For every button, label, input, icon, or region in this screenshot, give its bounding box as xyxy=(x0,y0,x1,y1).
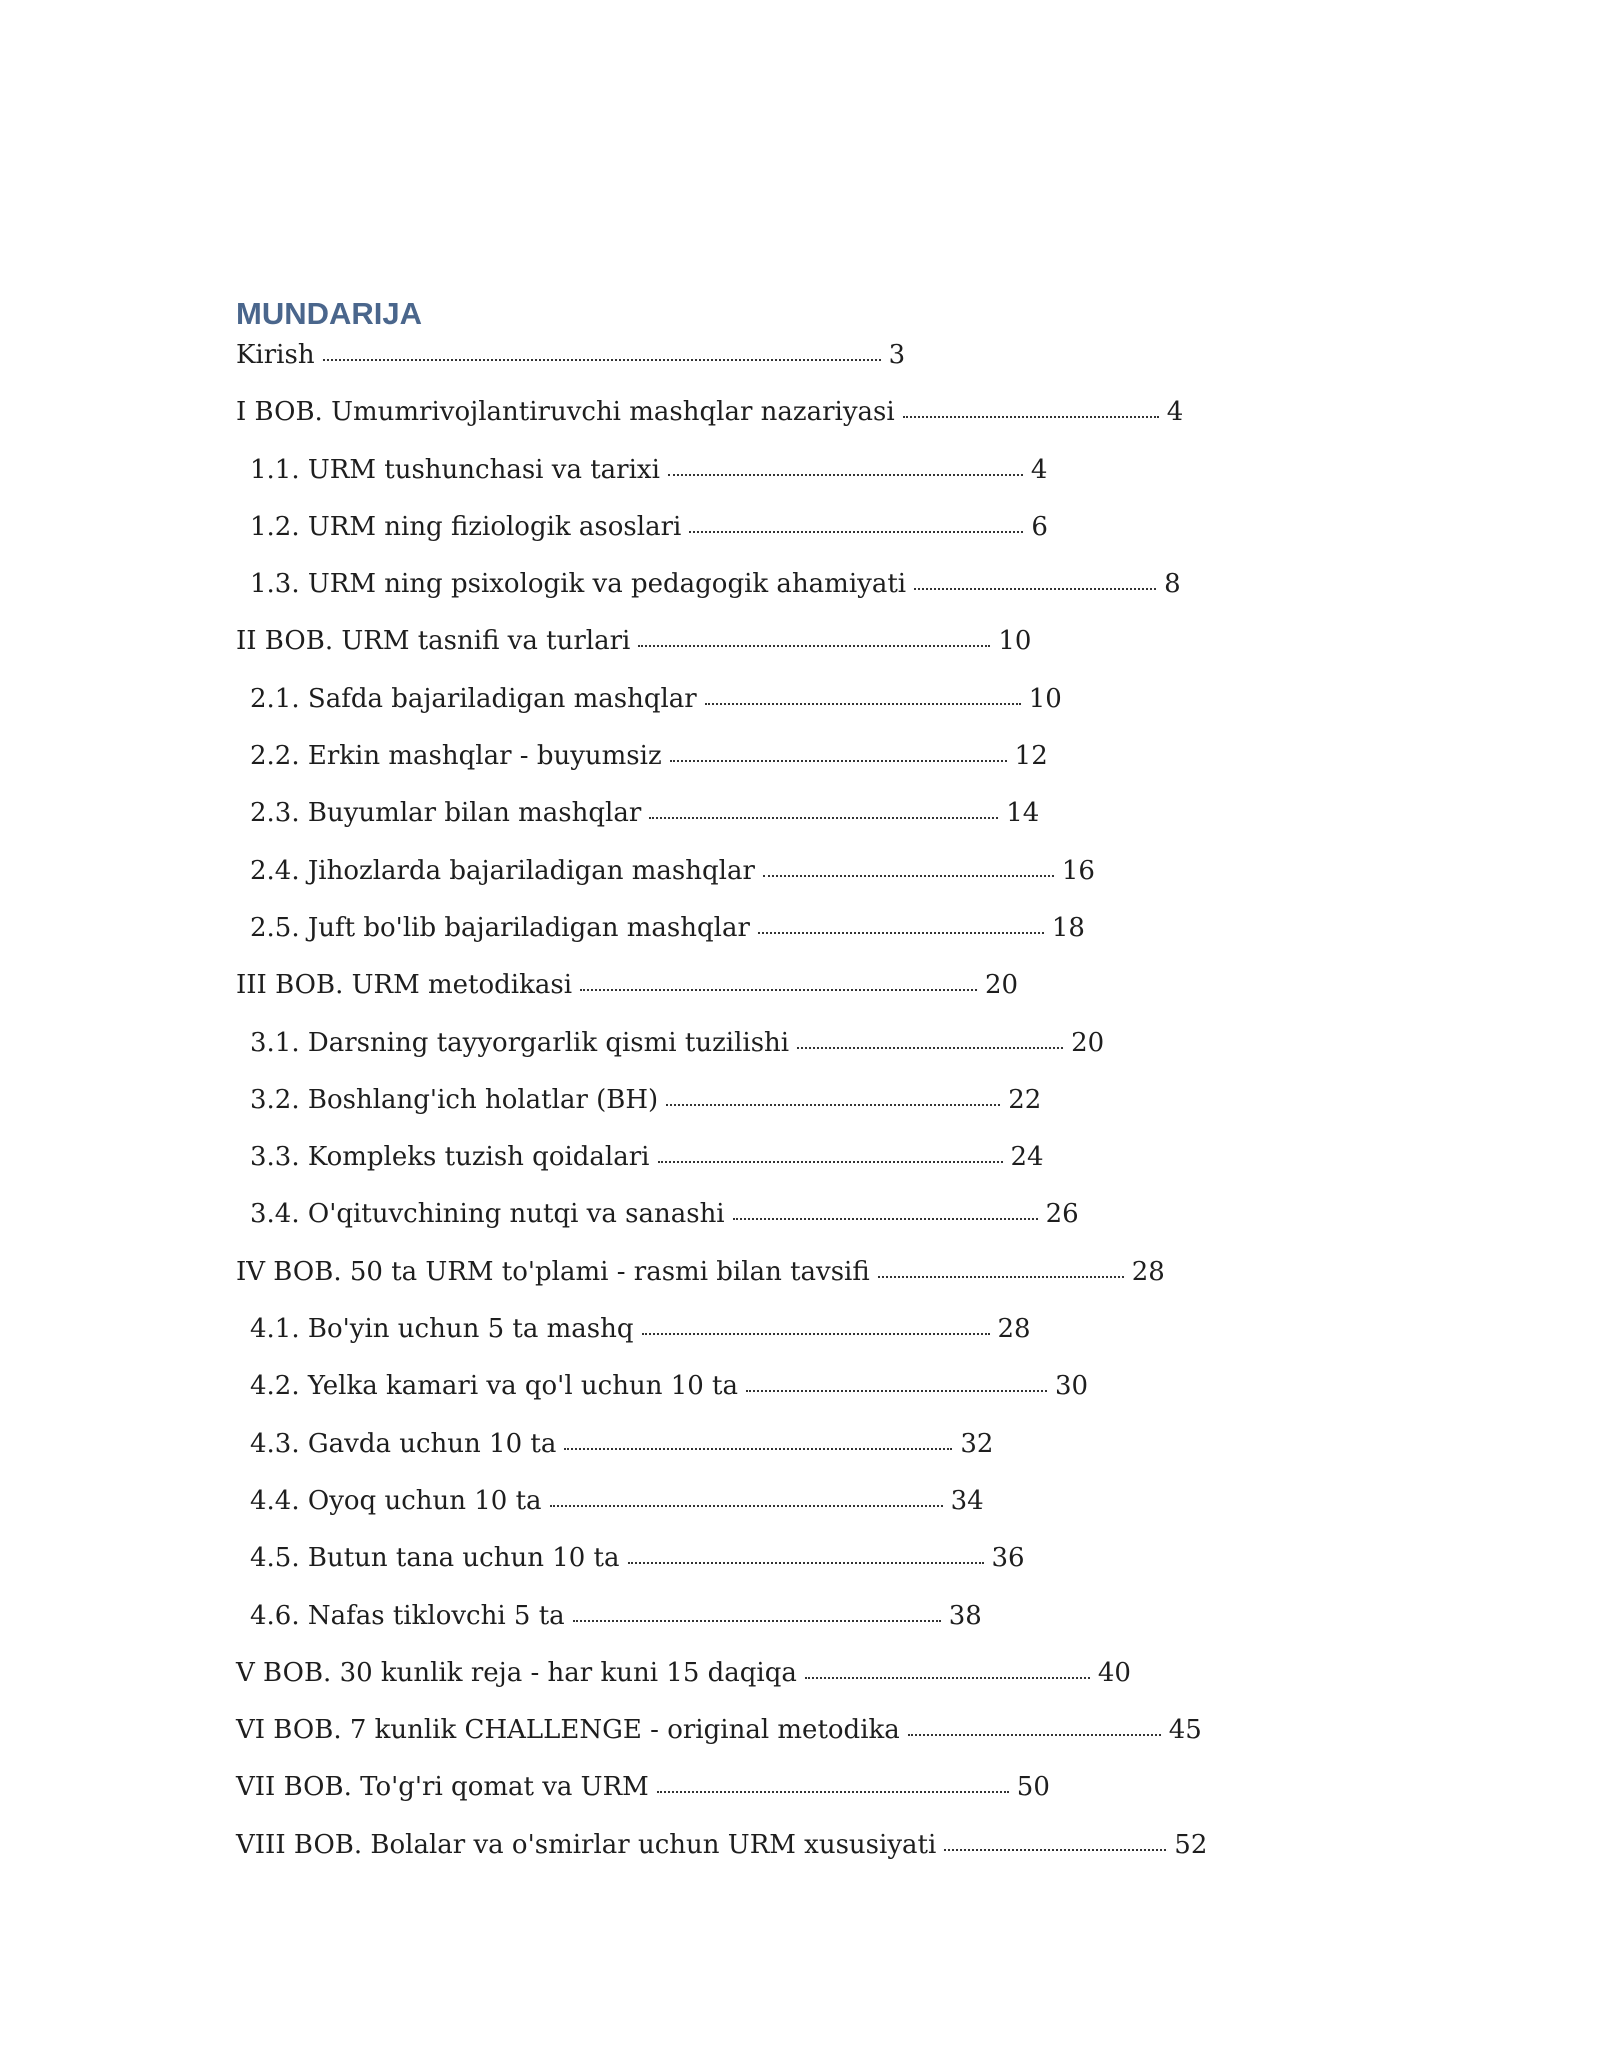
dot-leader xyxy=(666,1103,1000,1106)
toc-entry[interactable] xyxy=(236,798,1207,855)
toc-entry[interactable] xyxy=(236,1772,1207,1829)
toc-entry-page-number: 10 xyxy=(1028,683,1062,714)
toc-entry-page-number: 22 xyxy=(1008,1084,1042,1115)
toc-entry-page-number: 16 xyxy=(1061,855,1095,886)
toc-entry-title: 4.1. Bo'yin uchun 5 ta mashq xyxy=(250,1314,634,1345)
toc-entry-page-number: 3 xyxy=(888,340,906,370)
toc-entry[interactable] xyxy=(236,397,1207,454)
toc-entry[interactable] xyxy=(236,340,1207,397)
dot-leader xyxy=(670,759,1007,762)
dot-leader xyxy=(638,644,990,647)
toc-entry-title: 4.3. Gavda uchun 10 ta xyxy=(250,1428,557,1459)
dot-leader xyxy=(908,1733,1161,1736)
dot-leader xyxy=(550,1504,943,1507)
toc-entry-title: 4.2. Yelka kamari va qo'l uchun 10 ta xyxy=(250,1371,739,1402)
dot-leader xyxy=(944,1848,1166,1851)
toc-entry-title: 4.5. Butun tana uchun 10 ta xyxy=(250,1543,620,1574)
toc-entry-page-number: 34 xyxy=(950,1485,984,1516)
toc-entry-title: 4.6. Nafas tiklovchi 5 ta xyxy=(250,1600,565,1631)
dot-leader xyxy=(642,1332,990,1335)
toc-entry-title: 2.3. Buyumlar bilan mashqlar xyxy=(250,798,642,829)
dot-leader xyxy=(878,1275,1124,1278)
dot-leader xyxy=(797,1046,1063,1049)
toc-entry-title: 4.4. Oyoq uchun 10 ta xyxy=(250,1485,542,1516)
toc-entry-title: I BOB. Umumrivojlantiruvchi mashqlar nazariyasi xyxy=(236,397,895,428)
toc-entry-page-number: 28 xyxy=(997,1314,1031,1345)
toc-entry-page-number: 10 xyxy=(998,626,1032,657)
toc-entry-page-number: 20 xyxy=(985,970,1019,1001)
toc-entry[interactable] xyxy=(236,1371,1207,1428)
dot-leader xyxy=(564,1447,952,1450)
toc-entry[interactable] xyxy=(236,1085,1207,1142)
toc-entry-title: 2.4. Jihozlarda bajariladigan mashqlar xyxy=(250,855,755,886)
toc-entry-title: 1.2. URM ning fiziologik asoslari xyxy=(250,511,682,542)
toc-entry[interactable] xyxy=(236,1257,1207,1314)
toc-entry-page-number: 8 xyxy=(1164,569,1181,600)
dot-leader xyxy=(733,1217,1038,1220)
toc-entry-page-number: 36 xyxy=(991,1543,1025,1574)
dot-leader xyxy=(323,358,881,361)
dot-leader xyxy=(658,1160,1003,1163)
toc-entry-title: 1.3. URM ning psixologik va pedagogik ahamiyati xyxy=(250,569,907,600)
toc-entry[interactable] xyxy=(236,512,1207,569)
toc-entry-page-number: 40 xyxy=(1097,1657,1131,1688)
table-of-contents xyxy=(236,340,1207,1887)
toc-entry-page-number: 18 xyxy=(1051,912,1085,943)
toc-entry-title: 3.3. Kompleks tuzish qoidalari xyxy=(250,1142,650,1173)
toc-entry-page-number: 45 xyxy=(1168,1715,1202,1746)
toc-entry-page-number: 26 xyxy=(1045,1199,1079,1230)
toc-entry[interactable] xyxy=(236,1543,1207,1600)
toc-entry-title: 2.5. Juft bo'lib bajariladigan mashqlar xyxy=(250,912,750,943)
toc-entry-page-number: 52 xyxy=(1174,1829,1208,1860)
toc-entry-page-number: 4 xyxy=(1166,397,1184,428)
toc-entry-title: VI BOB. 7 kunlik CHALLENGE - original metodika xyxy=(236,1715,900,1746)
toc-entry-page-number: 20 xyxy=(1071,1027,1105,1058)
toc-entry-title: VII BOB. To'g'ri qomat va URM xyxy=(236,1772,649,1803)
toc-entry[interactable] xyxy=(236,1486,1207,1543)
dot-leader xyxy=(649,816,998,819)
toc-heading: MUNDARIJA xyxy=(236,296,422,331)
toc-entry[interactable] xyxy=(236,684,1207,741)
toc-entry-page-number: 6 xyxy=(1031,511,1048,542)
toc-entry-page-number: 32 xyxy=(960,1428,994,1459)
toc-entry-page-number: 38 xyxy=(948,1600,982,1631)
toc-entry-page-number: 4 xyxy=(1030,454,1048,485)
dot-leader xyxy=(689,530,1023,533)
toc-entry-title: IV BOB. 50 ta URM to'plami - rasmi bilan tavsifi xyxy=(236,1256,870,1287)
toc-entry-title: VIII BOB. Bolalar va o'smirlar uchun URM xususiyati xyxy=(236,1829,937,1860)
toc-entry[interactable] xyxy=(236,970,1207,1027)
toc-entry-page-number: 50 xyxy=(1016,1772,1050,1803)
dot-leader xyxy=(668,473,1023,476)
toc-entry-title: V BOB. 30 kunlik reja - har kuni 15 daqiqa xyxy=(236,1657,797,1688)
toc-entry[interactable] xyxy=(236,1715,1207,1772)
toc-entry[interactable] xyxy=(236,1830,1207,1887)
dot-leader xyxy=(573,1619,941,1622)
dot-leader xyxy=(657,1790,1009,1793)
toc-entry[interactable] xyxy=(236,1314,1207,1371)
toc-entry-title: 3.4. O'qituvchining nutqi va sanashi xyxy=(250,1199,725,1230)
toc-entry-title: II BOB. URM tasnifi va turlari xyxy=(236,626,631,657)
toc-entry-title: 1.1. URM tushunchasi va tarixi xyxy=(250,454,660,485)
dot-leader xyxy=(903,415,1159,418)
dot-leader xyxy=(580,988,977,991)
toc-entry-page-number: 28 xyxy=(1131,1256,1165,1287)
dot-leader xyxy=(763,874,1054,877)
toc-entry-title: 2.2. Erkin mashqlar - buyumsiz xyxy=(250,741,662,772)
toc-entry[interactable] xyxy=(236,455,1207,512)
toc-entry-title: Kirish xyxy=(236,340,315,370)
toc-entry[interactable] xyxy=(236,626,1207,683)
toc-entry-title: 3.2. Boshlang'ich holatlar (BH) xyxy=(250,1084,659,1115)
toc-entry[interactable] xyxy=(236,1028,1207,1085)
toc-entry[interactable] xyxy=(236,1601,1207,1658)
toc-entry[interactable] xyxy=(236,569,1207,626)
toc-entry-page-number: 24 xyxy=(1010,1142,1044,1173)
toc-entry-page-number: 30 xyxy=(1055,1371,1089,1402)
dot-leader xyxy=(705,702,1021,705)
toc-entry[interactable] xyxy=(236,741,1207,798)
toc-entry[interactable] xyxy=(236,856,1207,913)
toc-entry-title: 3.1. Darsning tayyorgarlik qismi tuzilishi xyxy=(250,1027,790,1058)
toc-entry[interactable] xyxy=(236,1199,1207,1256)
toc-entry[interactable] xyxy=(236,1658,1207,1715)
toc-entry-title: III BOB. URM metodikasi xyxy=(236,970,573,1001)
dot-leader xyxy=(805,1676,1090,1679)
dot-leader xyxy=(746,1389,1047,1392)
toc-entry[interactable] xyxy=(236,913,1207,970)
toc-entry-page-number: 12 xyxy=(1014,741,1048,772)
dot-leader xyxy=(628,1561,984,1564)
toc-entry-page-number: 14 xyxy=(1006,798,1040,829)
toc-entry[interactable] xyxy=(236,1429,1207,1486)
toc-entry[interactable] xyxy=(236,1142,1207,1199)
toc-entry-title: 2.1. Safda bajariladigan mashqlar xyxy=(250,683,697,714)
dot-leader xyxy=(758,931,1044,934)
dot-leader xyxy=(914,587,1156,590)
